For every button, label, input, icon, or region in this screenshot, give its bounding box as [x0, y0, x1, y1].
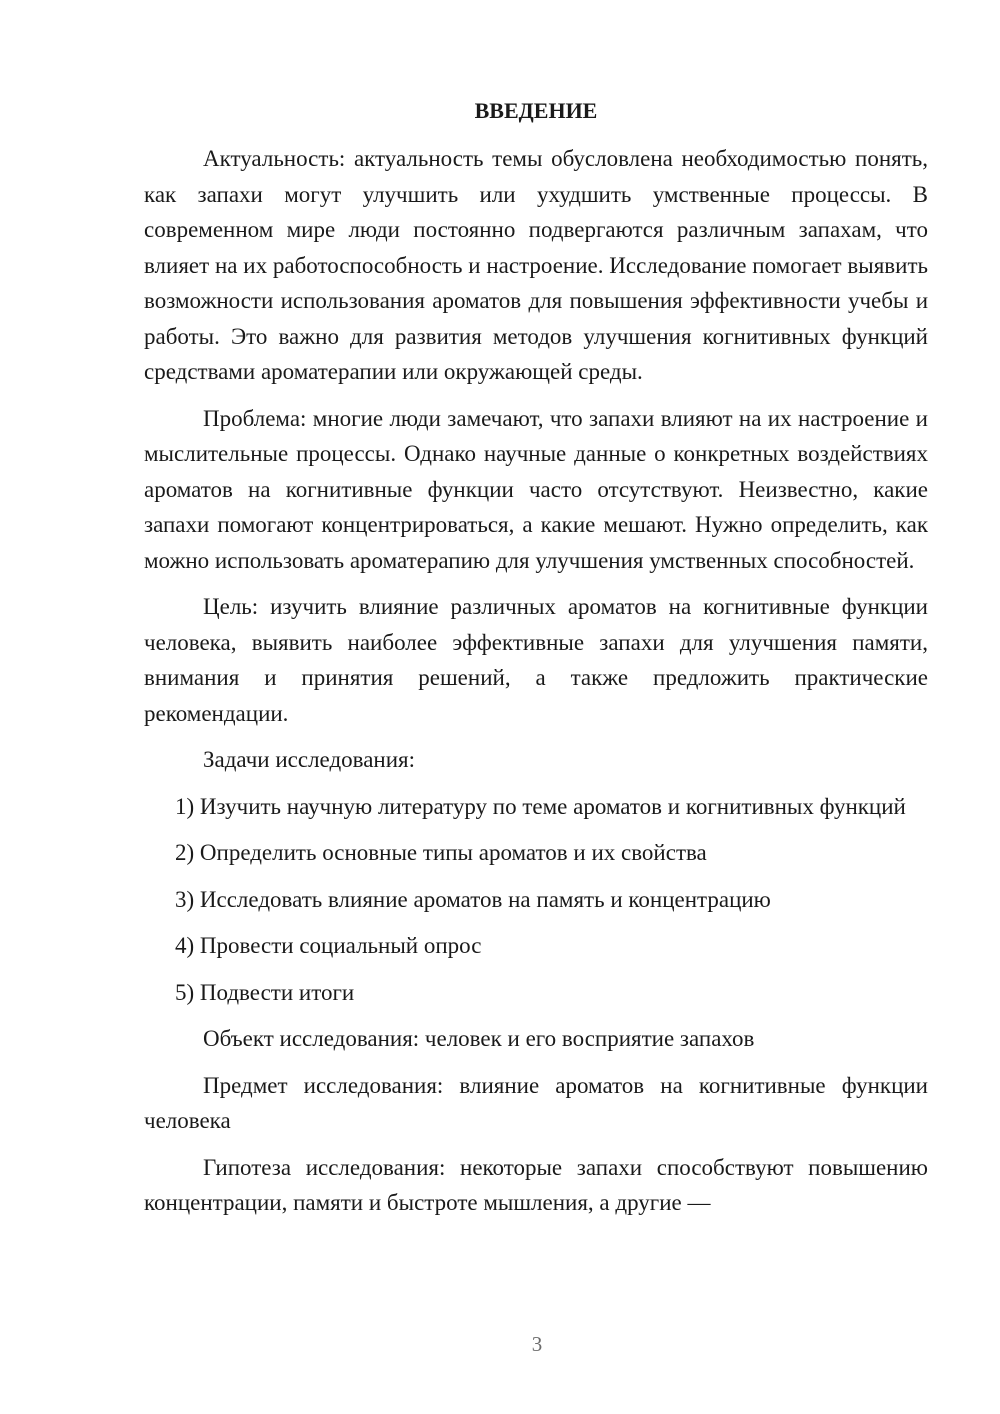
- task-item-4: 4) Провести социальный опрос: [175, 933, 482, 958]
- subject-paragraph: Предмет исследования: влияние ароматов на когнитивные функции человека: [144, 1072, 928, 1133]
- tasks-heading: Задачи исследования:: [203, 747, 416, 772]
- section-title: ВВЕДЕНИЕ: [474, 98, 598, 123]
- goal-paragraph: Цель: изучить влияние различных ароматов на когнитивные функции человека, выявить наиболее эффективные запахи для улучшения памяти, внимания и принятия решений, а также предложить практические рекомендации.: [144, 594, 928, 726]
- page-content: [144, 94, 928, 1232]
- task-item-3: 3) Исследовать влияние ароматов на память и концентрацию: [175, 886, 771, 912]
- relevance-paragraph: Актуальность: актуальность темы обусловлена необходимостью понять, как запахи могут улучшить или ухудшить умственные процессы. В современном мире люди постоянно подвергаются различным запахам, что влияет на их работоспособность и настроение. Исследование помогает выявить возможности использования ароматов для повышения эффективности учебы и работы. Это важно для развития методов улучшения когнитивных функций средствами ароматерапии или окружающей среды.: [144, 146, 928, 384]
- task-item-5: 5) Подвести итоги: [175, 979, 355, 1005]
- object-paragraph: Объект исследования: человек и его восприятие запахов: [203, 1026, 755, 1051]
- task-item-1: 1) Изучить научную литературу по теме ароматов и когнитивных функций: [175, 793, 906, 819]
- task-item-2: 2) Определить основные типы ароматов и их свойства: [175, 840, 707, 865]
- problem-paragraph: Проблема: многие люди замечают, что запахи влияют на их настроение и мыслительные процессы. Однако научные данные о конкретных воздействиях ароматов на когнитивные функции часто отсутствуют. Неизвестно, какие запахи помогают концентрироваться, а какие мешают. Нужно определить, как можно использовать ароматерапию для улучшения умственных способностей.: [144, 405, 928, 573]
- hypothesis-paragraph: Гипотеза исследования: некоторые запахи способствуют повышению концентрации, памяти и быстроте мышления, а другие —: [144, 1154, 928, 1215]
- page-number: 3: [531, 1332, 543, 1356]
